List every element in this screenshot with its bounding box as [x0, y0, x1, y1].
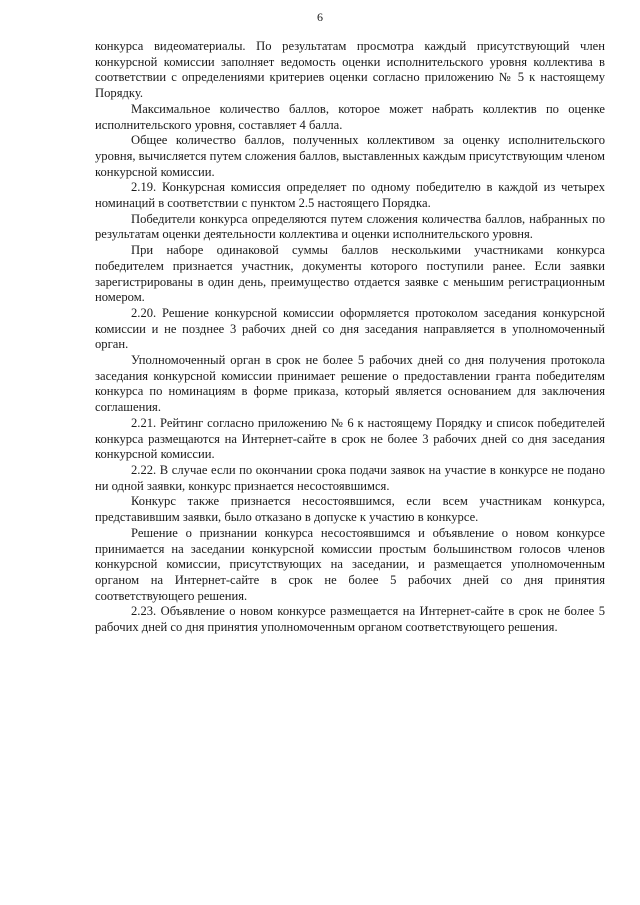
page-number: 6 — [317, 10, 323, 24]
paragraph: Победители конкурса определяются путем сложения количества баллов, набранных по результатам оценки деятельности коллектива и оценки исполнительского уровня. — [95, 211, 605, 242]
paragraph: Конкурс также признается несостоявшимся, если всем участникам конкурса, представившим заявки, было отказано в допуске к участию в конкурсе. — [95, 494, 605, 525]
paragraph-2-23: 2.23. Объявление о новом конкурсе размещается на Интернет-сайте в срок не более 5 рабочих дней со дня принятия уполномоченным органом соответствующего решения. — [95, 604, 605, 635]
paragraph: Максимальное количество баллов, которое может набрать коллектив по оценке исполнительского уровня, составляет 4 балла. — [95, 101, 605, 132]
paragraph: Уполномоченный орган в срок не более 5 рабочих дней со дня получения протокола заседания конкурсной комиссии принимает решение о предоставлении гранта победителям конкурса по номинациям в форме приказа, который является основанием для заключения соглашения. — [95, 353, 605, 415]
paragraph: Решение о признании конкурса несостоявшимся и объявление о новом конкурсе принимается на заседании конкурсной комиссии простым большинством голосов членов конкурсной комиссии, присутствующих на заседании, и размещается уполномоченным органом на Интернет-сайте в срок не более 5 рабочих дней со дня принятия соответствующего решения. — [95, 525, 605, 603]
paragraph: При наборе одинаковой суммы баллов несколькими участниками конкурса победителем признается участник, документы которого поступили ранее. Если заявки зарегистрированы в один день, преимущество отдается заявке с меньшим регистрационным номером. — [95, 243, 605, 305]
paragraph-2-20: 2.20. Решение конкурсной комиссии оформляется протоколом заседания конкурсной комиссии и не позднее 3 рабочих дней со дня заседания направляется в уполномоченный орган. — [95, 305, 605, 352]
document-body — [95, 39, 605, 636]
paragraph-2-21: 2.21. Рейтинг согласно приложению № 6 к настоящему Порядку и список победителей конкурса размещаются на Интернет-сайте в срок не более 3 рабочих дней со дня заседания конкурсной комиссии. — [95, 415, 605, 462]
paragraph-2-22: 2.22. В случае если по окончании срока подачи заявок на участие в конкурсе не подано ни одной заявки, конкурс признается несостоявшимся. — [95, 462, 605, 493]
paragraph-2-19: 2.19. Конкурсная комиссия определяет по одному победителю в каждой из четырех номинаций в соответствии с пунктом 2.5 настоящего Порядка. — [95, 180, 605, 211]
paragraph: Общее количество баллов, полученных коллективом за оценку исполнительского уровня, вычисляется путем сложения баллов, выставленных каждым присутствующим членом конкурсной комиссии. — [95, 133, 605, 179]
paragraph: конкурса видеоматериалы. По результатам просмотра каждый присутствующий член конкурсной комиссии заполняет ведомость оценки исполнительского уровня коллектива в соответствии с определениями критериев оценки согласно приложению № 5 к настоящему Порядку. — [95, 39, 605, 101]
